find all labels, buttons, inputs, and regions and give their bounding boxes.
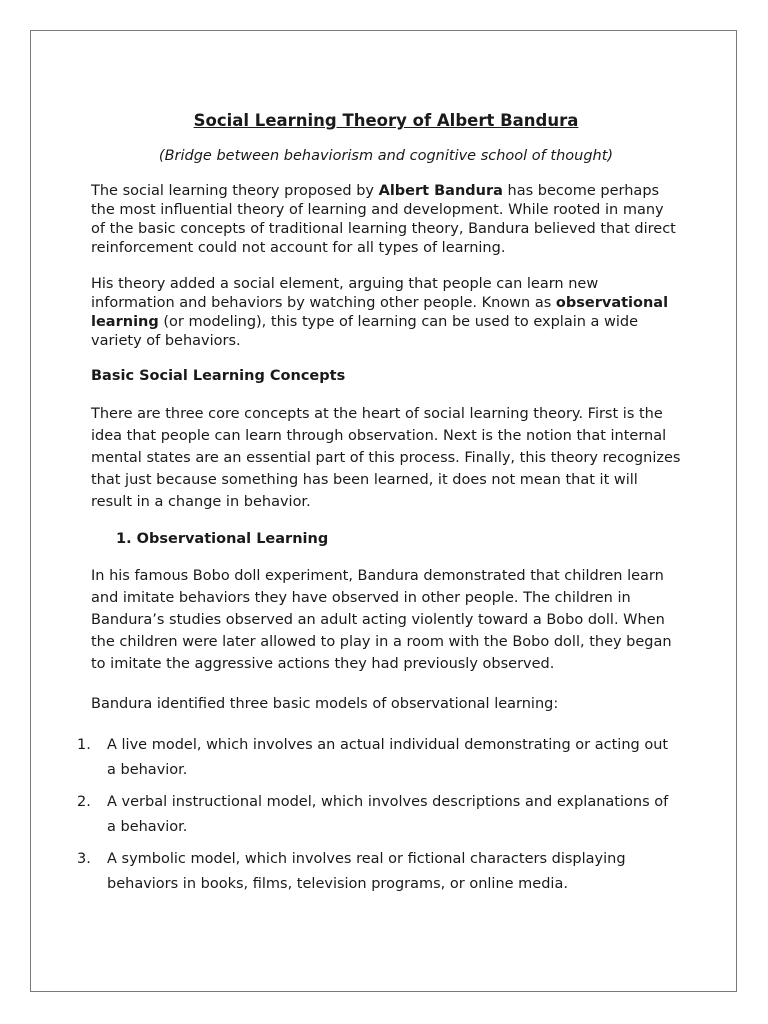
list-item-text: A live model, which involves an actual individual demonstrating or acting out a behavior. bbox=[107, 737, 669, 778]
models-list bbox=[77, 733, 681, 897]
document-content bbox=[77, 111, 681, 904]
paragraph-bobo-doll: In his famous Bobo doll experiment, Bandura demonstrated that children learn and imitate behaviors they have observed in other people. The children in Bandura’s studies observed an adult acting violently toward a Bobo doll. When the children were later allowed to play in a room with the Bobo doll, they began to imitate the aggressive actions they had previously observed. bbox=[91, 568, 672, 672]
paragraph-intro bbox=[91, 182, 681, 258]
paragraph-social-element-text-1: His theory added a social element, arguing that people can learn new information and behaviors by watching other people. Known as bbox=[91, 276, 599, 311]
list-item bbox=[77, 733, 681, 783]
paragraph-social-element bbox=[91, 275, 681, 351]
list-item-number: 2. bbox=[77, 794, 91, 810]
heading-observational-learning: 1. Observational Learning bbox=[116, 531, 329, 547]
paragraph-social-element-bold: observational learning bbox=[91, 295, 669, 330]
document-page bbox=[30, 30, 737, 992]
paragraph-social-element-text-2: (or modeling), this type of learning can be used to explain a wide variety of behaviors. bbox=[91, 314, 639, 349]
list-item-text: A symbolic model, which involves real or fictional characters displaying behaviors in books, films, television programs, or online media. bbox=[107, 851, 626, 892]
heading-basic-concepts: Basic Social Learning Concepts bbox=[91, 368, 346, 384]
paragraph-intro-text-1: The social learning theory proposed by bbox=[91, 183, 379, 199]
list-item bbox=[77, 847, 681, 897]
document-subtitle: (Bridge between behaviorism and cognitive school of thought) bbox=[158, 148, 614, 164]
list-item-text: A verbal instructional model, which involves descriptions and explanations of a behavior. bbox=[107, 794, 669, 835]
list-item bbox=[77, 790, 681, 840]
list-item-number: 1. bbox=[77, 737, 91, 753]
paragraph-intro-text-2: has become perhaps the most influential theory of learning and development. While rooted in many of the basic concepts of traditional learning theory, Bandura believed that direct reinforcement could not account for all types of learning. bbox=[91, 183, 676, 256]
paragraph-intro-bold: Albert Bandura bbox=[378, 183, 503, 199]
list-item-number: 3. bbox=[77, 851, 91, 867]
paragraph-models-intro: Bandura identified three basic models of observational learning: bbox=[91, 696, 559, 712]
paragraph-core-concepts: There are three core concepts at the heart of social learning theory. First is the idea that people can learn through observation. Next is the notion that internal mental states are an essential part of this process. Finally, this theory recognizes that just because something has been learned, it does not mean that it will result in a change in behavior. bbox=[91, 406, 681, 510]
document-title: Social Learning Theory of Albert Bandura bbox=[193, 111, 579, 130]
